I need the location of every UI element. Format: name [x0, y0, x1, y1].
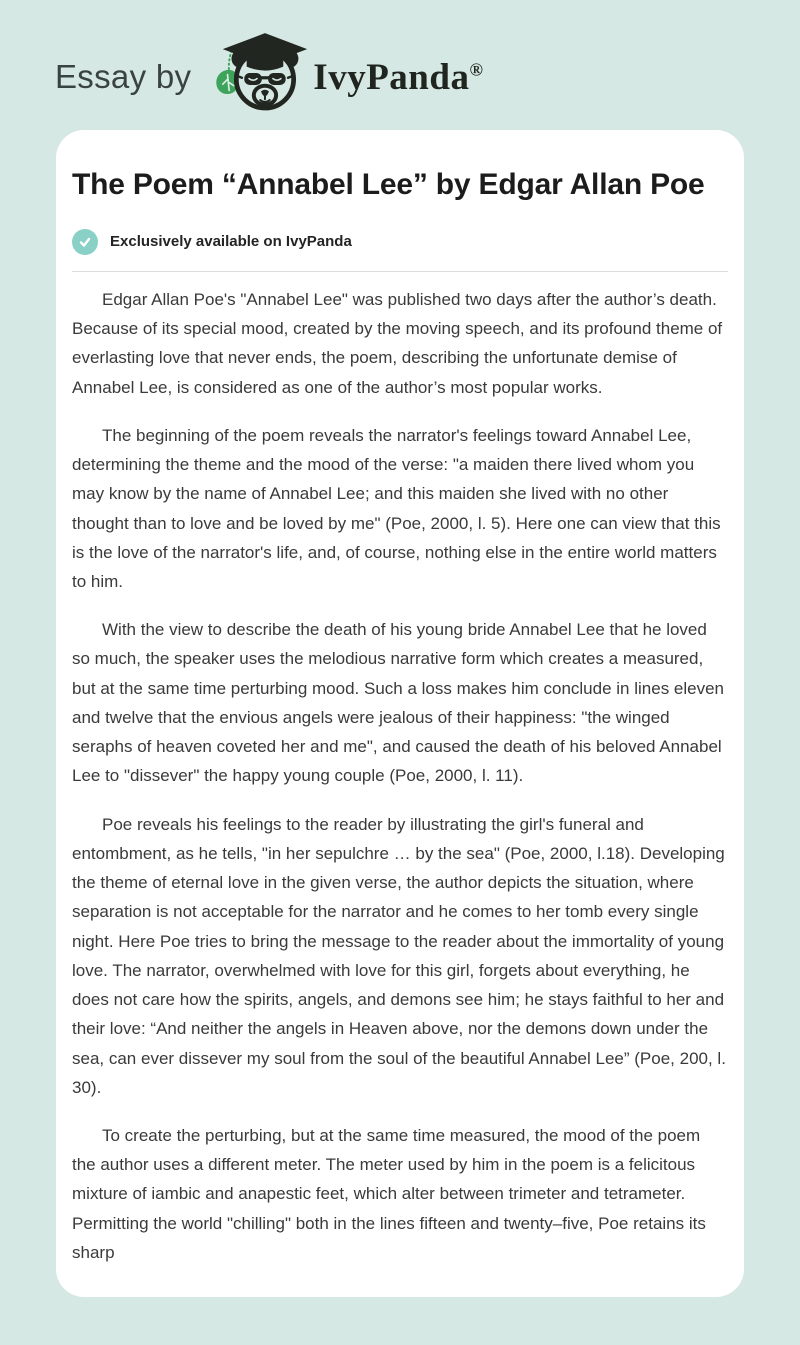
divider [72, 271, 728, 272]
essay-by-label: Essay by [55, 58, 192, 95]
check-icon [72, 229, 98, 255]
essay-paragraph-3: With the view to describe the death of his young bride Annabel Lee that he loved so much, the speaker uses the melodious narrative form which creates a measured, but at the same time perturbing mood. Such a loss makes him conclude in lines eleven and twelve that the envious angels were jealous of their happiness: "the winged seraphs of heaven coveted her and me", and caused the death of his beloved Annabel Lee to "dissever" the happy young couple (Poe, 2000, l. 11). [72, 620, 725, 786]
registered-mark: ® [469, 59, 484, 80]
brand-wordmark [313, 56, 483, 99]
essay-paragraph-1: Edgar Allan Poe's "Annabel Lee" was published two days after the author’s death. Because of its special mood, created by the moving speech, and its profound theme of everlasting love that never ends, the poem, describing the unfortunate demise of Annabel Lee, is considered as one of the author’s most popular works. [72, 289, 723, 397]
essay-body [72, 285, 728, 1267]
essay-paragraph-4: Poe reveals his feelings to the reader by illustrating the girl's funeral and entombment, as he tells, "in her sepulchre … by the sea" (Poe, 2000, l.18). Developing the theme of eternal love in the given verse, the author depicts the situation, where separation is not acceptable for the narrator and he comes to her tomb every single night. Here Poe tries to bring the message to the reader about the immortality of young love. The narrator, overwhelmed with love for this girl, forgets about everything, he does not care how the spirits, angels, and demons see him; he stays faithful to her and their love: “And neither the angels in Heaven above, nor the demons down under the sea, can ever dissever my soul from the soul of the beautiful Annabel Lee” (Poe, 200, l. 30). [72, 814, 726, 1097]
essay-card [56, 130, 744, 1297]
availability-text: Exclusively available on IvyPanda [110, 233, 352, 251]
availability-badge [72, 229, 728, 255]
essay-paragraph-5: To create the perturbing, but at the same time measured, the mood of the poem the author uses a different meter. The meter used by him in the poem is a felicitous mixture of iambic and anapestic feet, which alter between trimeter and tetrameter. Permitting the world "chilling" both in the lines fifteen and twenty–five, Poe retains its sharp [72, 1125, 706, 1262]
ivypanda-logo [205, 38, 483, 116]
panda-graduate-icon [205, 38, 309, 116]
brand-name: IvyPanda [313, 56, 470, 98]
site-header [0, 0, 800, 130]
essay-title: The Poem “Annabel Lee” by Edgar Allan Poe [72, 168, 705, 201]
essay-paragraph-2: The beginning of the poem reveals the narrator's feelings toward Annabel Lee, determining the theme and the mood of the verse: "a maiden there lived whom you may know by the name of Annabel Lee; and this maiden she lived with no other thought than to love and be loved by me" (Poe, 2000, l. 5). Here one can view that this is the love of the narrator's life, and, of course, nothing else in the entire world matters to him. [72, 425, 721, 591]
